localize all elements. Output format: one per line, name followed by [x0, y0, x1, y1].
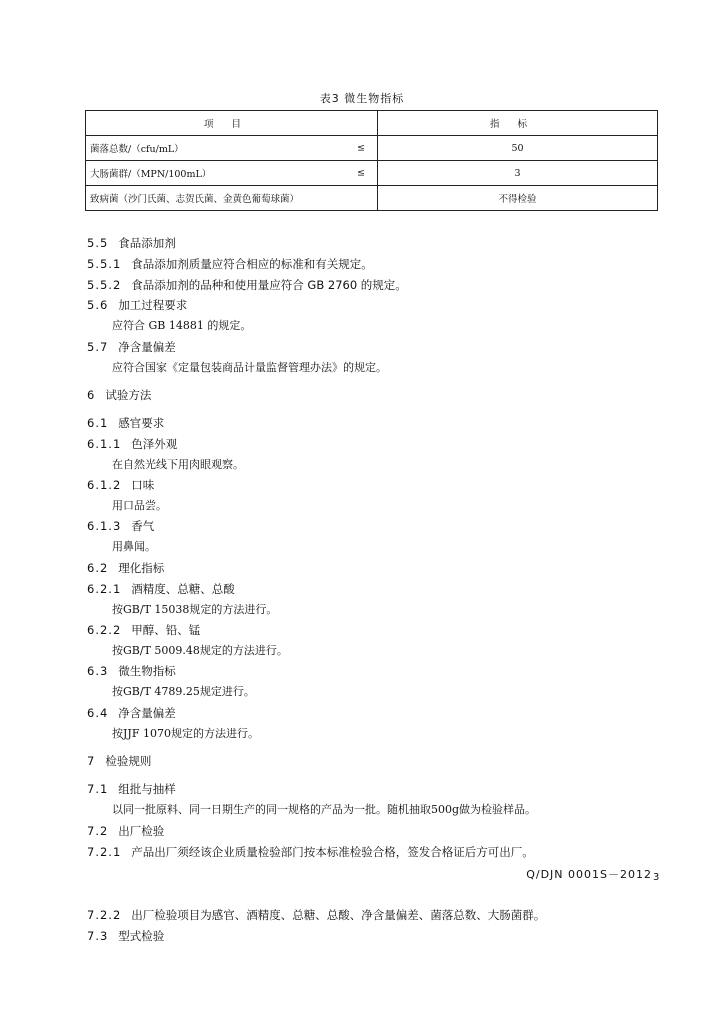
- section-heading: [87, 236, 176, 250]
- chapter-number: 6: [87, 388, 96, 402]
- clause-number: 7.2.2: [87, 908, 122, 922]
- clause-number: 5.5.2: [87, 278, 122, 292]
- clause-number: 6.1.3: [87, 519, 122, 533]
- section-title: 出厂检验: [118, 824, 165, 838]
- clause-number: 6.1.1: [87, 437, 122, 451]
- clause-number: 6.2.1: [87, 582, 122, 596]
- section-body: 以同一批原料、同一日期生产的同一规格的产品为一批。随机抽取500g做为检验样品。: [112, 803, 537, 816]
- section-title: 净含量偏差: [118, 706, 176, 720]
- section-body: 按JJF 1070规定的方法进行。: [112, 727, 259, 740]
- chapter-title: 检验规则: [105, 754, 152, 768]
- clause-heading: [87, 519, 154, 533]
- chapter-number: 7: [87, 754, 96, 768]
- section-number: 7.3: [87, 929, 109, 943]
- clause-title: 酒精度、总糖、总酸: [131, 582, 235, 596]
- clause-heading: [87, 478, 154, 492]
- section-title: 加工过程要求: [118, 298, 188, 312]
- row-operator: ≤: [357, 167, 365, 179]
- table-row: [86, 161, 658, 186]
- clause-text: 出厂检验项目为感官、酒精度、总糖、总酸、净含量偏差、菌落总数、大肠菌群。: [131, 908, 546, 922]
- clause-title: 香气: [131, 519, 155, 533]
- page-number: 3: [653, 872, 660, 883]
- row-item-label: 致病菌（沙门氏菌、志贺氏菌、金黄色葡萄球菌）: [90, 194, 300, 205]
- clause-title: 口味: [131, 478, 155, 492]
- clause-body: 在自然光线下用肉眼观察。: [112, 458, 244, 471]
- section-number: 6.2: [87, 561, 109, 575]
- section-heading: [87, 340, 176, 354]
- clause: [87, 278, 407, 292]
- section-title: 组批与抽样: [118, 782, 176, 796]
- clause-body: 按GB/T 15038规定的方法进行。: [112, 603, 278, 616]
- section-title: 食品添加剂: [118, 236, 176, 250]
- section-heading: [87, 664, 176, 678]
- table-title: 表3 微生物指标: [319, 92, 405, 105]
- section-number: 5.7: [87, 340, 109, 354]
- section-heading: [87, 782, 176, 796]
- clause-number: 5.5.1: [87, 257, 122, 271]
- clause-text: 食品添加剂的品种和使用量应符合 GB 2760 的规定。: [131, 278, 407, 292]
- clause-text: 食品添加剂质量应符合相应的标准和有关规定。: [131, 257, 373, 271]
- section-title: 理化指标: [118, 561, 165, 575]
- clause: [87, 908, 545, 922]
- clause-body: 按GB/T 5009.48规定的方法进行。: [112, 644, 288, 657]
- clause-number: 7.2.1: [87, 845, 122, 859]
- clause-text: 产品出厂须经该企业质量检验部门按本标准检验合格，签发合格证后方可出厂。: [131, 845, 534, 859]
- section-body: 应符合 GB 14881 的规定。: [112, 319, 252, 332]
- row-value: 不得检验: [378, 186, 658, 211]
- chapter-title: 试验方法: [105, 388, 152, 402]
- clause-heading: [87, 623, 200, 637]
- clause-heading: [87, 437, 177, 451]
- section-number: 5.6: [87, 298, 109, 312]
- clause: [87, 845, 534, 859]
- chapter-heading: [87, 754, 151, 768]
- row-value: 50: [378, 136, 658, 161]
- standard-code: Q/DJN 0001S－2012: [526, 868, 652, 881]
- table-header-row: [86, 111, 658, 136]
- section-number: 5.5: [87, 236, 109, 250]
- section-number: 6.3: [87, 664, 109, 678]
- clause-title: 甲醇、铅、锰: [131, 623, 201, 637]
- row-value: 3: [378, 161, 658, 186]
- section-heading: [87, 298, 187, 312]
- clause-heading: [87, 582, 235, 596]
- section-heading: [87, 416, 164, 430]
- chapter-heading: [87, 388, 151, 402]
- clause-body: 用鼻闻。: [112, 540, 156, 553]
- clause-body: 用口品尝。: [112, 499, 167, 512]
- section-title: 净含量偏差: [118, 340, 176, 354]
- header-value: 指标: [378, 111, 658, 136]
- section-number: 6.1: [87, 416, 109, 430]
- row-operator: ≤: [357, 142, 365, 154]
- clause: [87, 257, 373, 271]
- section-body: 按GB/T 4789.25规定进行。: [112, 685, 255, 698]
- row-item-label: 大肠菌群/（MPN/100mL）: [90, 169, 212, 180]
- microbiology-table: [85, 110, 658, 211]
- table-row: [86, 186, 658, 211]
- section-heading: [87, 824, 164, 838]
- section-title: 微生物指标: [118, 664, 176, 678]
- section-title: 型式检验: [118, 929, 165, 943]
- row-item-cell: [86, 136, 378, 161]
- section-title: 感官要求: [118, 416, 165, 430]
- row-item-cell: [86, 186, 378, 211]
- row-item-label: 菌落总数/（cfu/mL）: [90, 144, 184, 155]
- section-heading: [87, 929, 164, 943]
- row-item-cell: [86, 161, 378, 186]
- clause-title: 色泽外观: [131, 437, 178, 451]
- clause-number: 6.1.2: [87, 478, 122, 492]
- section-number: 6.4: [87, 706, 109, 720]
- clause-number: 6.2.2: [87, 623, 122, 637]
- header-item: 项目: [86, 111, 378, 136]
- section-number: 7.2: [87, 824, 109, 838]
- table-row: [86, 136, 658, 161]
- section-heading: [87, 561, 164, 575]
- section-number: 7.1: [87, 782, 109, 796]
- section-heading: [87, 706, 176, 720]
- section-body: 应符合国家《定量包装商品计量监督管理办法》的规定。: [112, 361, 387, 374]
